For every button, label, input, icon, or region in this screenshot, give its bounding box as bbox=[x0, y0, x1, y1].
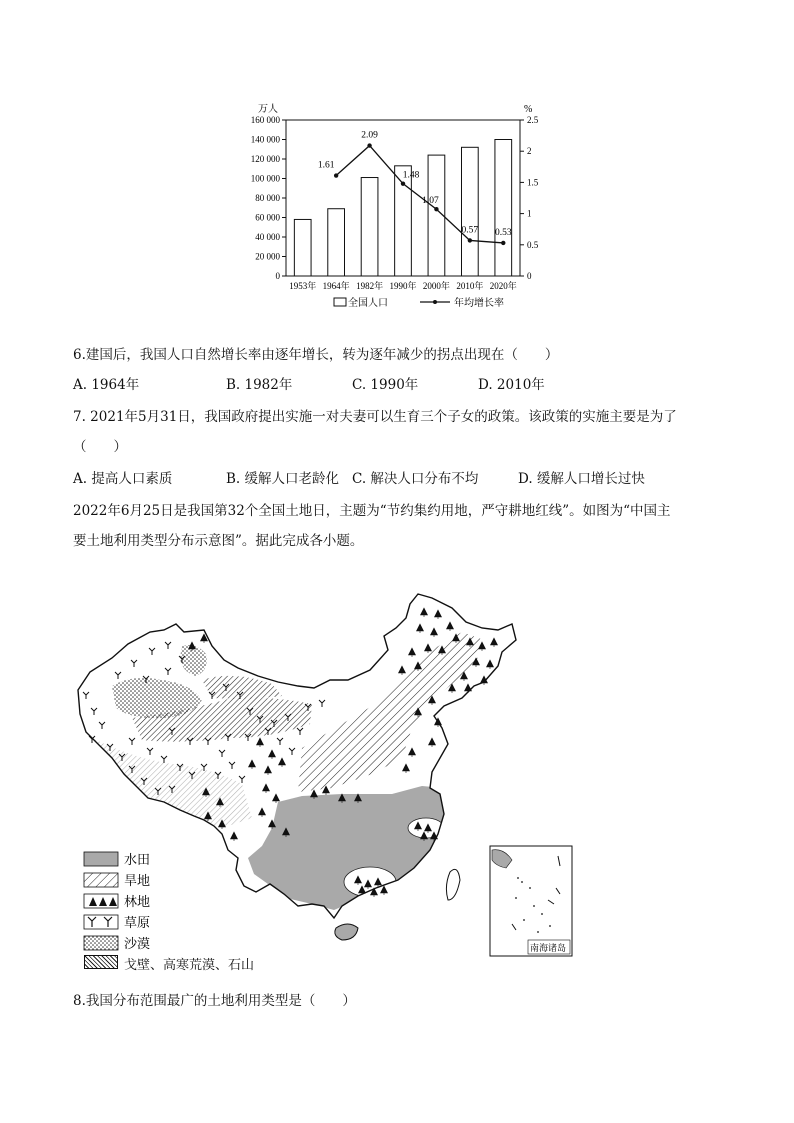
left-axis-unit: 万人 bbox=[258, 104, 278, 115]
legend-paddy-label: 水田 bbox=[124, 852, 151, 867]
growth-rate-label: 1.48 bbox=[402, 170, 420, 181]
legend-line-label: 年均增长率 bbox=[454, 298, 504, 309]
legend-forest-icon bbox=[89, 897, 117, 906]
question-7-stem-cont: （ ） bbox=[73, 439, 127, 455]
population-bar bbox=[495, 140, 512, 277]
population-bar bbox=[462, 147, 479, 276]
growth-rate-point bbox=[468, 238, 472, 242]
q6-option-d[interactable]: D. 2010年 bbox=[478, 377, 545, 393]
population-bar bbox=[328, 209, 345, 276]
right-axis-unit: % bbox=[524, 104, 533, 115]
intro-line-1: 2022年6月25日是我国第32个全国土地日，主题为“节约集约用地，严守耕地红线”。如图为“中国主 bbox=[73, 503, 671, 519]
q7-option-b[interactable]: B. 缓解人口老龄化 bbox=[226, 471, 340, 487]
q6-option-c[interactable]: C. 1990年 bbox=[352, 377, 419, 393]
q6-option-b[interactable]: B. 1982年 bbox=[226, 377, 293, 393]
left-tick-label: 100 000 bbox=[250, 173, 280, 184]
x-tick-label: 2000年 bbox=[422, 281, 450, 291]
growth-rate-label: 1.07 bbox=[422, 196, 439, 207]
population-bar bbox=[294, 219, 311, 276]
growth-rate-point bbox=[334, 173, 338, 177]
map-legend bbox=[84, 852, 150, 959]
population-bar bbox=[361, 178, 378, 276]
left-tick-label: 60 000 bbox=[255, 212, 280, 223]
q7-option-c[interactable]: C. 解决人口分布不均 bbox=[352, 471, 479, 487]
right-tick-label: 1 bbox=[527, 208, 532, 219]
right-tick-label: 0 bbox=[527, 271, 532, 281]
tree-icon bbox=[381, 886, 388, 895]
legend-grass-label: 草原 bbox=[124, 915, 151, 930]
legend-paddy-swatch bbox=[84, 852, 118, 866]
growth-rate-point bbox=[501, 241, 505, 245]
legend-desert-swatch bbox=[84, 936, 118, 950]
legend-desert-label: 沙漠 bbox=[124, 936, 151, 951]
legend-dryland-swatch bbox=[84, 873, 118, 887]
q7-option-a[interactable]: A. 提高人口素质 bbox=[73, 471, 173, 487]
right-tick-label: 1.5 bbox=[527, 177, 539, 188]
land-use-map bbox=[72, 588, 584, 960]
legend-dryland-label: 旱地 bbox=[124, 873, 151, 888]
population-chart bbox=[236, 96, 566, 320]
question-7-stem: 7. 2021年5月31日，我国政府提出实施一对夫妻可以生育三个子女的政策。该政策的实施主要是为了 bbox=[73, 409, 677, 425]
x-tick-label: 1964年 bbox=[322, 281, 350, 291]
legend-gobi-swatch bbox=[84, 955, 118, 969]
growth-rate-label: 1.61 bbox=[317, 160, 335, 171]
x-tick-label: 1953年 bbox=[289, 281, 317, 291]
map-svg bbox=[72, 588, 584, 960]
right-tick-label: 2 bbox=[527, 146, 532, 157]
chart-svg bbox=[236, 96, 566, 320]
growth-rate-label: 0.57 bbox=[461, 225, 479, 236]
right-tick-label: 2.5 bbox=[527, 115, 539, 125]
left-tick-label: 40 000 bbox=[255, 232, 280, 242]
x-tick-label: 1990年 bbox=[389, 281, 417, 291]
growth-rate-point bbox=[434, 207, 438, 211]
growth-rate-point bbox=[367, 143, 371, 147]
left-tick-label: 140 000 bbox=[250, 134, 280, 145]
q6-option-a[interactable]: A. 1964年 bbox=[73, 377, 140, 393]
x-tick-label: 2020年 bbox=[489, 281, 517, 291]
inset-label: 南海诸岛 bbox=[530, 943, 567, 953]
x-tick-label: 1982年 bbox=[356, 281, 384, 291]
legend-bar-swatch bbox=[334, 298, 346, 306]
q7-option-d[interactable]: D. 缓解人口增长过快 bbox=[518, 471, 645, 487]
legend-gobi-label: 戈壁、高寒荒漠、石山 bbox=[124, 958, 255, 973]
question-8-stem: 8.我国分布范围最广的土地利用类型是（ ） bbox=[73, 993, 356, 1009]
legend-line-point bbox=[433, 300, 437, 304]
legend-forest-label: 林地 bbox=[124, 894, 151, 909]
left-tick-label: 120 000 bbox=[250, 154, 280, 164]
taiwan-island bbox=[446, 869, 460, 900]
growth-rate-point bbox=[401, 181, 405, 185]
legend-grass-swatch bbox=[84, 915, 118, 929]
left-tick-label: 80 000 bbox=[255, 193, 280, 203]
question-6-stem: 6.建国后，我国人口自然增长率由逐年增长，转为逐年减少的拐点出现在（ ） bbox=[73, 347, 559, 363]
intro-line-2: 要土地利用类型分布示意图”。据此完成各小题。 bbox=[73, 533, 364, 549]
left-tick-label: 0 bbox=[275, 271, 280, 281]
left-tick-label: 20 000 bbox=[255, 251, 280, 262]
right-tick-label: 0.5 bbox=[527, 239, 539, 250]
left-tick-label: 160 000 bbox=[250, 115, 280, 125]
south-china-sea-inset bbox=[490, 846, 572, 956]
growth-rate-label: 0.53 bbox=[494, 227, 512, 238]
hainan-island bbox=[335, 924, 358, 940]
growth-rate-label: 2.09 bbox=[361, 130, 378, 141]
x-tick-label: 2010年 bbox=[456, 281, 484, 291]
legend-bar-label: 全国人口 bbox=[348, 298, 388, 309]
